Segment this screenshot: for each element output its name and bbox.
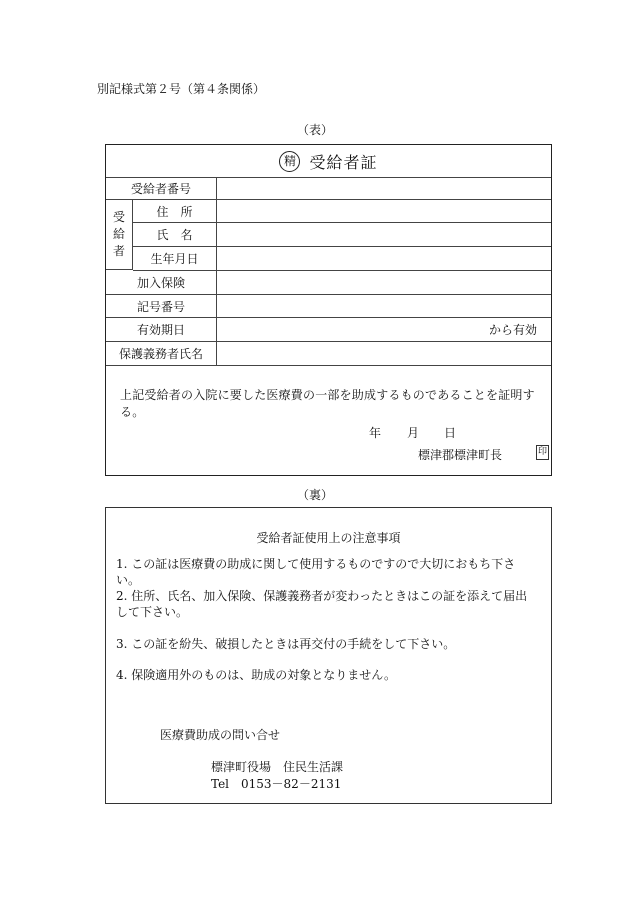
recipient-number-label: 受給者番号	[106, 177, 217, 199]
symbol-number-label: 記号番号	[106, 295, 217, 317]
date-year: 年	[369, 426, 382, 440]
symbol-number-row	[106, 295, 551, 318]
name-row	[133, 223, 551, 247]
inquiry-tel: Tel 0153－82－2131	[211, 777, 342, 791]
name-label: 氏 名	[133, 223, 217, 246]
birth-date-value[interactable]	[217, 247, 551, 270]
symbol-number-value[interactable]	[217, 295, 551, 317]
validity-value[interactable]	[217, 318, 551, 341]
insurance-row	[106, 271, 551, 295]
recipient-group-char-2: 給	[112, 227, 125, 241]
recipient-group-label	[106, 200, 133, 270]
notes-title: 受給者証使用上の注意事項	[256, 531, 401, 545]
note-item-1: 1. この証は医療費の助成に関して使用するものですので大切におもち下さい。	[116, 557, 516, 587]
guardian-label: 保護義務者氏名	[106, 342, 217, 365]
inquiry-heading: 医療費助成の問い合せ	[160, 728, 281, 742]
validity-label: 有効期日	[106, 318, 217, 341]
recipient-number-row	[106, 177, 551, 200]
date-day: 日	[444, 426, 457, 440]
official-seal-icon: 印	[536, 445, 549, 460]
front-side-label: （表）	[296, 123, 333, 137]
insurance-value[interactable]	[217, 271, 551, 294]
certification-statement: 上記受給者の入院に要した医療費の一部を助成するものであることを証明する。	[120, 388, 535, 419]
insurance-label: 加入保険	[106, 271, 217, 294]
back-side-label: （裏）	[296, 488, 333, 502]
certificate-title-row	[106, 145, 551, 178]
recipient-certificate-back	[105, 507, 552, 804]
guardian-row	[106, 342, 551, 366]
guardian-value[interactable]	[217, 342, 551, 365]
seal-circle-icon: 精	[279, 151, 300, 172]
recipient-group-char-1: 受	[112, 210, 125, 224]
birth-date-row	[133, 247, 551, 271]
address-row	[133, 200, 551, 223]
recipient-group-char-3: 者	[112, 244, 125, 258]
note-item-4: 4. 保険適用外のものは、助成の対象となりません。	[116, 668, 396, 682]
certificate-title: 受給者証	[309, 152, 378, 172]
recipient-number-value[interactable]	[217, 177, 551, 199]
mayor-title: 標津郡標津町長	[418, 448, 503, 462]
note-item-2: 2. 住所、氏名、加入保険、保護義務者が変わったときはこの証を添えて届出して下さい。	[116, 589, 528, 619]
validity-suffix: から有効	[488, 323, 537, 337]
recipient-certificate-front	[105, 144, 552, 476]
birth-date-label: 生年月日	[133, 247, 217, 270]
validity-row	[106, 318, 551, 342]
inquiry-office: 標津町役場 住民生活課	[211, 760, 344, 774]
address-label: 住 所	[133, 200, 217, 222]
form-number-label: 別記様式第２号（第４条関係）	[97, 82, 266, 96]
address-value[interactable]	[217, 200, 551, 222]
date-month: 月	[407, 426, 420, 440]
name-value[interactable]	[217, 223, 551, 246]
note-item-3: 3. この証を紛失、破損したときは再交付の手続をして下さい。	[116, 637, 456, 651]
